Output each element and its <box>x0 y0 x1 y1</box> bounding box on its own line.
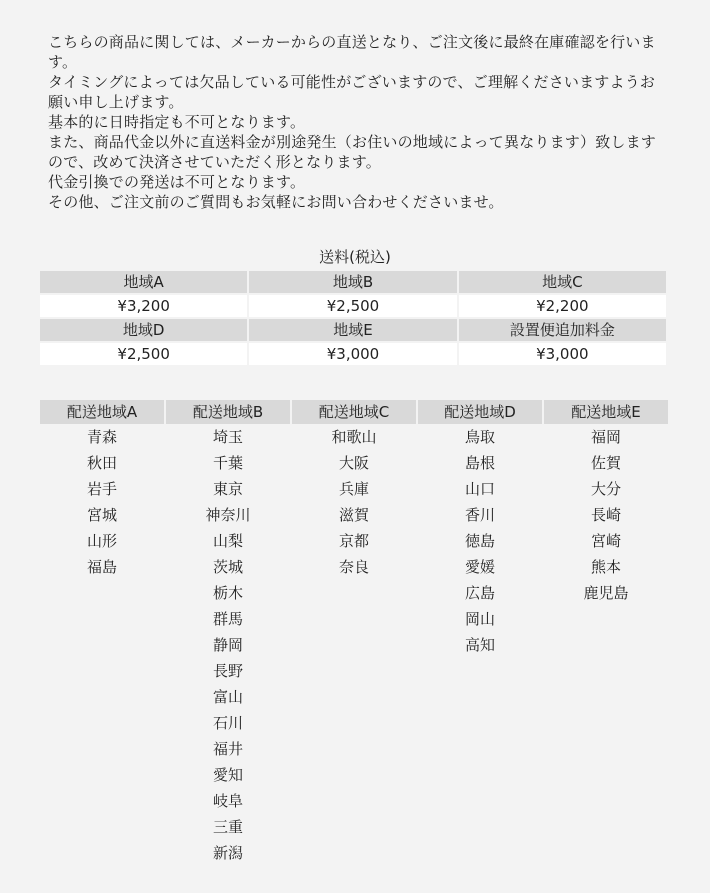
prefecture-name: 宮崎 <box>590 532 621 550</box>
prefecture-name: 奈良 <box>338 558 369 576</box>
prefecture-name: 鹿児島 <box>583 584 629 602</box>
fee-header-row <box>40 319 666 341</box>
prefecture-name: 岩手 <box>86 480 117 498</box>
fee-header-cell: 地域A <box>40 271 247 293</box>
prefecture-name: 福島 <box>86 558 117 576</box>
delivery-region-table <box>38 400 670 866</box>
prefecture-name: 大分 <box>590 480 621 498</box>
prefecture-name: 東京 <box>212 480 243 498</box>
prefecture-name: 福井 <box>212 740 243 758</box>
notice-line: こちらの商品に関しては、メーカーからの直送となり、ご注文後に最終在庫確認を行います。 <box>48 33 656 71</box>
prefecture-name: 岡山 <box>464 610 495 628</box>
region-column <box>544 424 668 866</box>
region-column <box>292 424 416 866</box>
region-column <box>418 424 542 866</box>
shipping-notice <box>48 32 662 212</box>
prefecture-name: 熊本 <box>590 558 621 576</box>
prefecture-name: 山梨 <box>212 532 243 550</box>
prefecture-name: 富山 <box>212 688 243 706</box>
prefecture-name: 千葉 <box>212 454 243 472</box>
prefecture-name: 秋田 <box>86 454 117 472</box>
prefecture-name: 新潟 <box>212 844 243 862</box>
prefecture-name: 愛知 <box>212 766 243 784</box>
prefecture-name: 長野 <box>212 662 243 680</box>
prefecture-name: 栃木 <box>212 584 243 602</box>
prefecture-name: 鳥取 <box>464 428 495 446</box>
fee-header-cell: 地域E <box>249 319 456 341</box>
region-header-cell: 配送地域C <box>292 400 416 424</box>
prefecture-name: 青森 <box>86 428 117 446</box>
prefecture-name: 広島 <box>464 584 495 602</box>
notice-line: 基本的に日時指定も不可となります。 <box>48 113 306 131</box>
notice-line: その他、ご注文前のご質問もお気軽にお問い合わせくださいませ。 <box>48 193 504 211</box>
prefecture-name: 京都 <box>338 532 369 550</box>
fee-table-title: 送料(税込) <box>319 248 391 266</box>
prefecture-name: 三重 <box>212 818 243 836</box>
region-header-cell: 配送地域B <box>166 400 290 424</box>
region-header-cell: 配送地域E <box>544 400 668 424</box>
prefecture-name: 佐賀 <box>590 454 621 472</box>
fee-value-cell: ¥3,200 <box>40 295 247 317</box>
fee-header-cell: 地域B <box>249 271 456 293</box>
fee-value-row <box>40 295 666 317</box>
prefecture-name: 岐阜 <box>212 792 243 810</box>
region-header-cell: 配送地域D <box>418 400 542 424</box>
prefecture-name: 滋賀 <box>338 506 369 524</box>
prefecture-name: 香川 <box>464 506 495 524</box>
prefecture-name: 石川 <box>212 714 243 732</box>
region-body-row <box>40 424 668 866</box>
prefecture-name: 山口 <box>464 480 495 498</box>
prefecture-name: 群馬 <box>212 610 243 628</box>
fee-header-cell: 地域C <box>459 271 666 293</box>
prefecture-name: 埼玉 <box>212 428 243 446</box>
region-column <box>40 424 164 866</box>
prefecture-name: 和歌山 <box>331 428 377 446</box>
notice-line: タイミングによっては欠品している可能性がございますので、ご理解くださいますようお願い申し上げます。 <box>48 73 656 111</box>
prefecture-name: 宮城 <box>86 506 117 524</box>
shipping-fee-table <box>38 269 668 367</box>
prefecture-name: 神奈川 <box>205 506 251 524</box>
prefecture-name: 長崎 <box>590 506 621 524</box>
prefecture-name: 高知 <box>464 636 495 654</box>
fee-value-row <box>40 343 666 365</box>
prefecture-name: 大阪 <box>338 454 369 472</box>
fee-value-cell: ¥2,500 <box>40 343 247 365</box>
prefecture-name: 兵庫 <box>338 480 369 498</box>
fee-value-cell: ¥2,200 <box>459 295 666 317</box>
prefecture-name: 島根 <box>464 454 495 472</box>
fee-value-cell: ¥3,000 <box>249 343 456 365</box>
fee-value-cell: ¥2,500 <box>249 295 456 317</box>
prefecture-name: 茨城 <box>212 558 243 576</box>
prefecture-name: 愛媛 <box>464 558 495 576</box>
region-header-cell: 配送地域A <box>40 400 164 424</box>
fee-header-cell: 地域D <box>40 319 247 341</box>
prefecture-name: 静岡 <box>212 636 243 654</box>
notice-line: また、商品代金以外に直送料金が別途発生（お住いの地域によって異なります）致しますので、改めて決済させていただく形となります。 <box>48 133 657 171</box>
prefecture-name: 福岡 <box>590 428 621 446</box>
fee-header-cell: 設置便追加料金 <box>459 319 666 341</box>
prefecture-name: 徳島 <box>464 532 495 550</box>
notice-line: 代金引換での発送は不可となります。 <box>48 173 306 191</box>
region-header-row <box>40 400 668 424</box>
fee-header-row <box>40 271 666 293</box>
region-column <box>166 424 290 866</box>
prefecture-name: 山形 <box>86 532 117 550</box>
fee-value-cell: ¥3,000 <box>459 343 666 365</box>
